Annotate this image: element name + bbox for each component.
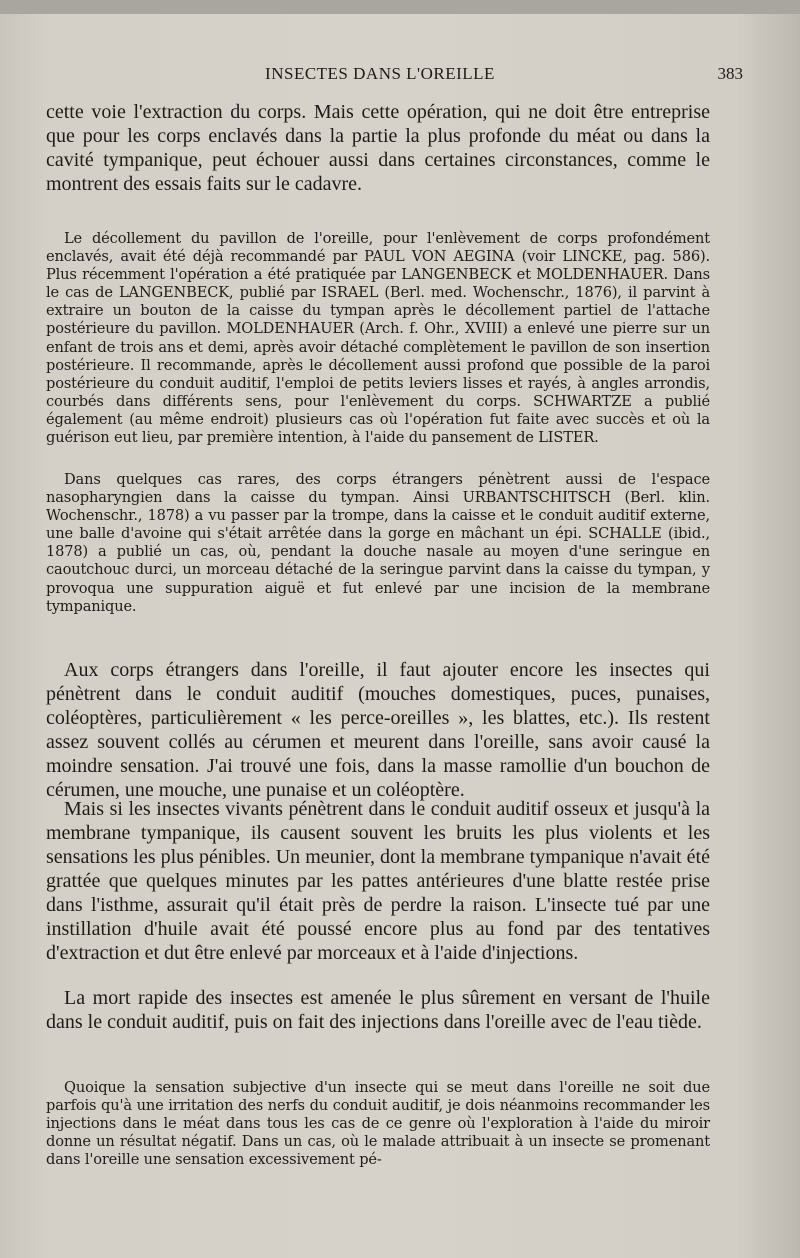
paragraph-main-4: La mort rapide des insectes est amenée le plus sûrement en versant de l'huile dans le conduit auditif, puis on fait des injections dans l'oreille avec de l'eau tiède. (46, 987, 710, 1033)
paragraph-note-1: Le décollement du pavillon de l'oreille, pour l'enlèvement de corps profondément enclavés, avait été déjà recommandé par PAUL VON AEGINA (voir LINCKE, pag. 586). Plus récemment l'opération a été pratiquée par LANGENBECK et MOLDENHAUER. Dans le cas de LANGENBECK, publié par ISRAEL (Berl. med. Wochenschr., 1876), il parvint à extraire un bouton de la caisse du tympan après le décollement partiel de l'attache postérieure du pavillon. MOLDENHAUER (Arch. f. Ohr., XVIII) a enlevé une pierre sur un enfant de trois ans et demi, après avoir détaché complètement le pavillon de son insertion postérieure. Il recommande, après le décollement aussi profond que possible de la paroi postérieure du conduit auditif, l'emploi de petits leviers lisses et rayés, à angles arrondis, courbés dans différents sens, pour l'enlèvement du corps. SCHWARTZE a publié également (au même endroit) plusieurs cas où l'opération fut faite avec succès et où la guérison eut lieu, par première intention, à l'aide du pansement de LISTER. (46, 230, 710, 447)
paragraph-main-3: Mais si les insectes vivants pénètrent dans le conduit auditif osseux et jusqu'à la membrane tympanique, ils causent souvent les bruits les plus violents et les sensations les plus pénibles. Un meunier, dont la membrane tympanique n'avait été grattée que quelques minutes par les pattes antérieures d'une blatte restée prise dans l'isthme, assurait qu'il était près de perdre la raison. L'insecte tué par une instillation d'huile avait été poussé encore plus au fond par des tentatives d'extraction et dut être enlevé par morceaux et à l'aide d'injections. (46, 798, 710, 964)
paragraph-note-2: Dans quelques cas rares, des corps étrangers pénètrent aussi de l'espace nasopharyngien dans la caisse du tympan. Ainsi URBANTSCHITSCH (Berl. klin. Wochenschr., 1878) a vu passer par la trompe, dans la caisse et le conduit auditif externe, une balle d'avoine qui s'était arrêtée dans la gorge en mâchant un épi. SCHALLE (ibid., 1878) a publié un cas, où, pendant la douche nasale au moyen d'une seringue en caoutchouc durci, un morceau détaché de la seringue parvint dans la caisse du tympan, y provoqua une suppuration aiguë et fut enlevé par une incision de la membrane tympanique. (46, 471, 710, 615)
running-head (45, 64, 743, 88)
page-number: 383 (717, 64, 743, 83)
paragraph-main-1: cette voie l'extraction du corps. Mais cette opération, qui ne doit être entreprise que pour les corps enclavés dans la partie la plus profonde du méat ou dans la cavité tympanique, peut échouer aussi dans certaines circonstances, comme le montrent des essais faits sur le cadavre. (46, 101, 710, 195)
running-title: INSECTES DANS L'OREILLE (265, 64, 495, 83)
page-top-edge (0, 0, 800, 14)
paragraph-main-2: Aux corps étrangers dans l'oreille, il faut ajouter encore les insectes qui pénètrent dans le conduit auditif (mouches domestiques, puces, punaises, coléoptères, particulièrement « les perce-oreilles », les blattes, etc.). Ils restent assez souvent collés au cérumen et meurent dans l'oreille, sans avoir causé la moindre sensation. J'ai trouvé une fois, dans la masse ramollie d'un bouchon de cérumen, une mouche, une punaise et un coléoptère. (46, 659, 710, 801)
paragraph-note-3: Quoique la sensation subjective d'un insecte qui se meut dans l'oreille ne soit due parfois qu'à une irritation des nerfs du conduit auditif, je dois néanmoins recommander les injections dans le méat dans tous les cas de ce genre où l'exploration à l'aide du miroir donne un résultat négatif. Dans un cas, où le malade attribuait à un insecte se promenant dans l'oreille une sensation excessivement pé- (46, 1079, 710, 1169)
